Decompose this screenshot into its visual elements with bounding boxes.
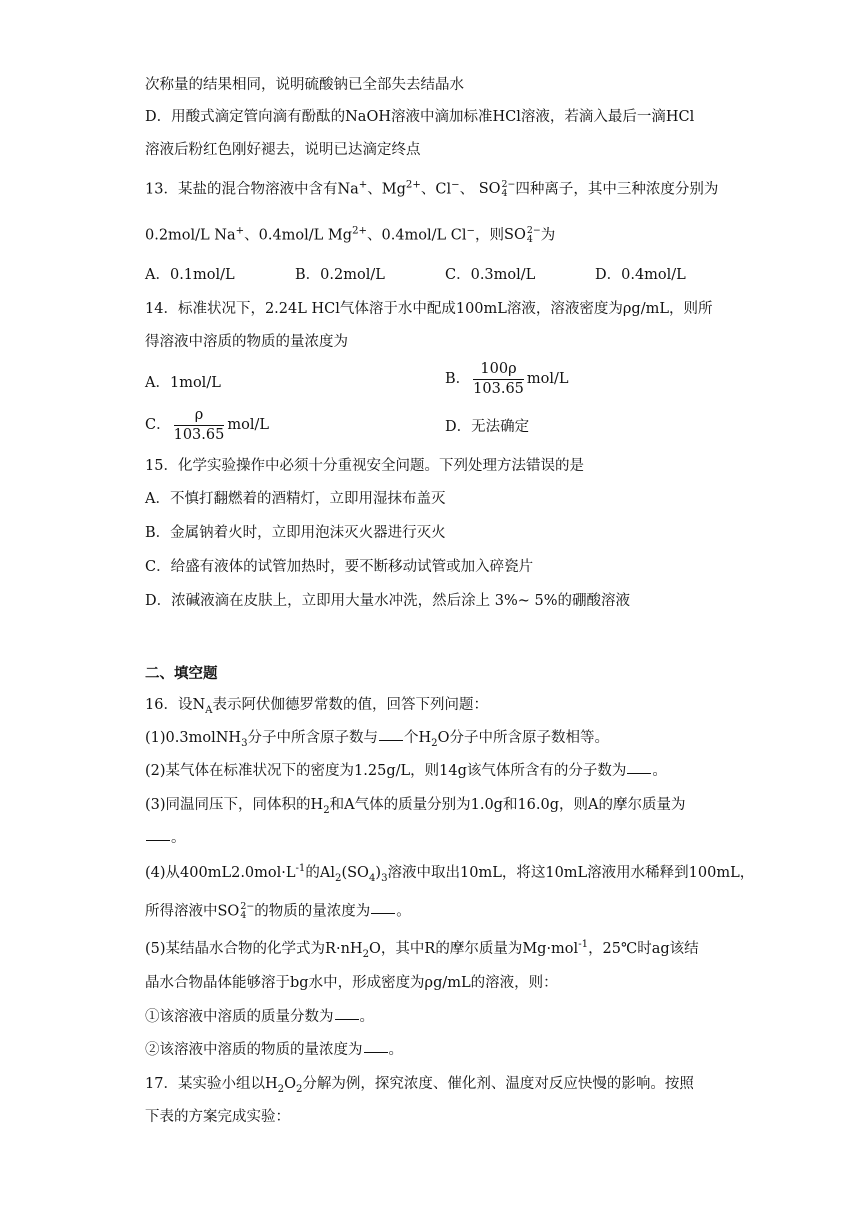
question-17-stem: 17．某实验小组以$H_2O_2$分解为例，探究浓度、催化剂、温度对反应快慢的影响。按照: [145, 1076, 694, 1095]
option-d: D．0.4mol/L: [595, 267, 686, 283]
question-16-part-5-ii: ②该溶液中溶质的物质的量浓度为 。: [145, 1042, 403, 1058]
question-16-stem: 16．设$N_A$表示阿伏伽德罗常数的值，回答下列问题：: [145, 697, 488, 716]
question-15-stem: 15．化学实验操作中必须十分重视安全问题。下列处理方法错误的是: [145, 458, 584, 474]
option-a: A．1mol/L: [145, 375, 221, 391]
question-16-part-2: (2)某气体在标准状况下的密度为1.25g/L，则14g该气体所含有的分子数为 。: [145, 763, 667, 779]
option-b: B．金属钠着火时，立即用泡沫灭火器进行灭火: [145, 525, 446, 541]
answer-blank[interactable]: [627, 772, 651, 774]
question-16-part-5-i: ①该溶液中溶质的质量分数为 。: [145, 1009, 374, 1025]
option-c: C．给盛有液体的试管加热时，要不断移动试管或加入碎瓷片: [145, 559, 534, 575]
answer-blank[interactable]: [335, 1018, 359, 1020]
option-c: C．0.3mol/L: [445, 267, 536, 283]
question-16-part-1: (1)0.3molNH$_3$分子中所含原子数与 个$H_2O$分子中所含原子数相等。: [145, 730, 610, 749]
question-16-part-5-cont: 晶水合物晶体能够溶于bg水中，形成密度为ρg/mL的溶液，则：: [145, 975, 558, 991]
option-d-line: D．用酸式滴定管向滴有酚酞的NaOH溶液中滴加标准HCl溶液，若滴入最后一滴HCl: [145, 109, 695, 125]
fraction: $\frac{\rho}{103.65}$: [173, 407, 225, 443]
option-b: B． $\frac{100\rho}{103.65}$ mol/L: [445, 361, 569, 397]
section-heading: 二、填空题: [145, 665, 218, 682]
option-c: C． $\frac{\rho}{103.65}$ mol/L: [145, 407, 269, 443]
question-16-part-5: (5)某结晶水合物的化学式为$R\cdot nH_2O$，其中R的摩尔质量为Mg·mol$^{-1}$，25℃时ag该结: [145, 939, 699, 960]
text-line: 溶液后粉红色刚好褪去，说明已达滴定终点: [145, 142, 421, 158]
question-14-stem: 14．标准状况下，2.24L HCl气体溶于水中配成100mL溶液，溶液密度为ρg/mL，则所: [145, 301, 713, 317]
question-17-stem-2: 下表的方案完成实验：: [145, 1109, 290, 1125]
question-13-stem-2: 0.2mol/L Na+、0.4mol/L $Mg^{2+}$、0.4mol/L Cl−，则SO 2− 4 为: [145, 225, 556, 246]
answer-blank[interactable]: [364, 1051, 388, 1053]
question-13-stem: 13．某盐的混合物溶液中含有Na+、$Mg^{2+}$、Cl−、 SO 2− 4 四种离子，其中三种浓度分别为: [145, 179, 719, 200]
fraction: $\frac{100\rho}{103.65}$: [473, 361, 524, 397]
option-d: D．浓碱液滴在皮肤上，立即用大量水冲洗，然后涂上 3%~ 5%的硼酸溶液: [145, 593, 630, 609]
question-14-stem-2: 得溶液中溶质的物质的量浓度为: [145, 334, 348, 350]
sulfate-ion: SO 2− 4: [478, 179, 516, 200]
answer-blank[interactable]: [146, 839, 170, 841]
sulfate-ion: 2− 4: [240, 901, 255, 922]
answer-blank[interactable]: [371, 912, 395, 914]
answer-blank[interactable]: [379, 739, 403, 741]
question-16-part-4-cont: 所得溶液中SO 2− 4 的物质的量浓度为 。: [145, 901, 411, 922]
question-16-part-4: (4)从$400mL2.0mol\cdot L^{-1}$的$Al_2(SO_4)_3$溶液中取出10mL，将这10mL溶液用水稀释到100mL，: [145, 863, 755, 884]
option-a: A．0.1mol/L: [145, 267, 235, 283]
question-16-part-3-cont: 。: [145, 831, 186, 846]
text-line: 次称量的结果相同，说明硫酸钠已全部失去结晶水: [145, 77, 464, 93]
question-16-part-3: (3)同温同压下，同体积的$H_2$和A气体的质量分别为1.0g和16.0g，则A的摩尔质量为: [145, 797, 686, 816]
option-d: D．无法确定: [445, 419, 530, 435]
option-b: B．0.2mol/L: [295, 267, 385, 283]
option-a: A．不慎打翻燃着的酒精灯，立即用湿抹布盖灭: [145, 491, 446, 507]
sulfate-ion: SO 2− 4: [504, 225, 541, 246]
